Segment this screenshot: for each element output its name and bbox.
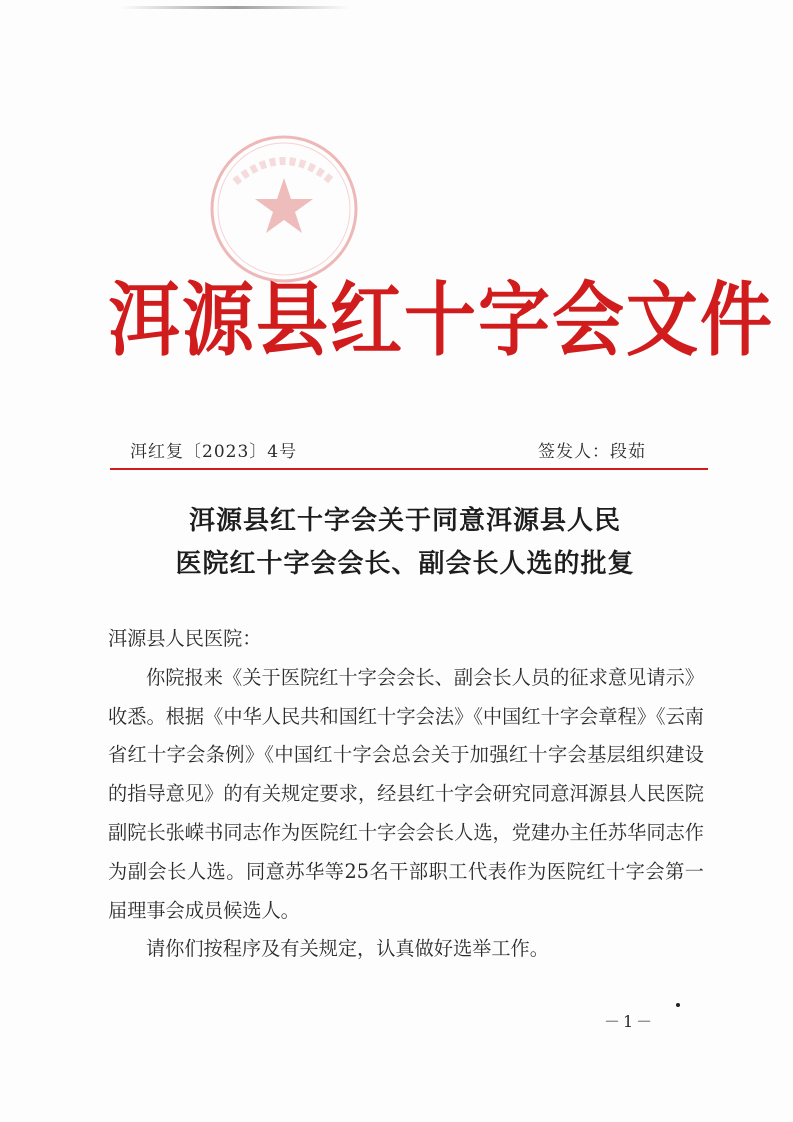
title-line-2: 医院红十字会会长、副会长人选的批复	[175, 549, 635, 579]
issuer-signature: 签发人：段茹	[538, 442, 646, 462]
page-number: －1－	[604, 1012, 656, 1031]
scan-dot-mark	[676, 1003, 680, 1007]
scan-edge-mark	[120, 6, 350, 9]
title-line-1: 洱源县红十字会关于同意洱源县人民	[188, 506, 621, 536]
document-meta	[110, 438, 710, 466]
document-title	[100, 500, 710, 586]
body-paragraph-2: 请你们按程序及有关规定，认真做好选举工作。	[146, 937, 549, 961]
salutation: 洱源县人民医院：	[108, 627, 262, 650]
document-body	[108, 620, 704, 969]
org-document-header: 洱源县红十字会文件	[108, 271, 775, 368]
body-paragraph-1: 你院报来《关于医院红十字会会长、副会长人员的征求意见请示》收悉。根据《中华人民共和国红十字会法》《中国红十字会章程》《云南省红十字会条例》《中国红十字会总会关于加强红十字会基层组织建设的指导意见》的有关规定要求，经县红十字会研究同意洱源县人民医院副院长张嵘书同志作为医院红十字会会长人选，党建办主任苏华同志作为副会长人选。同意苏华等25名干部职工代表作为医院红十字会第一届理事会成员候选人。	[108, 665, 704, 922]
document-number: 洱红复〔2023〕4号	[130, 442, 298, 462]
red-divider-line	[110, 468, 708, 470]
